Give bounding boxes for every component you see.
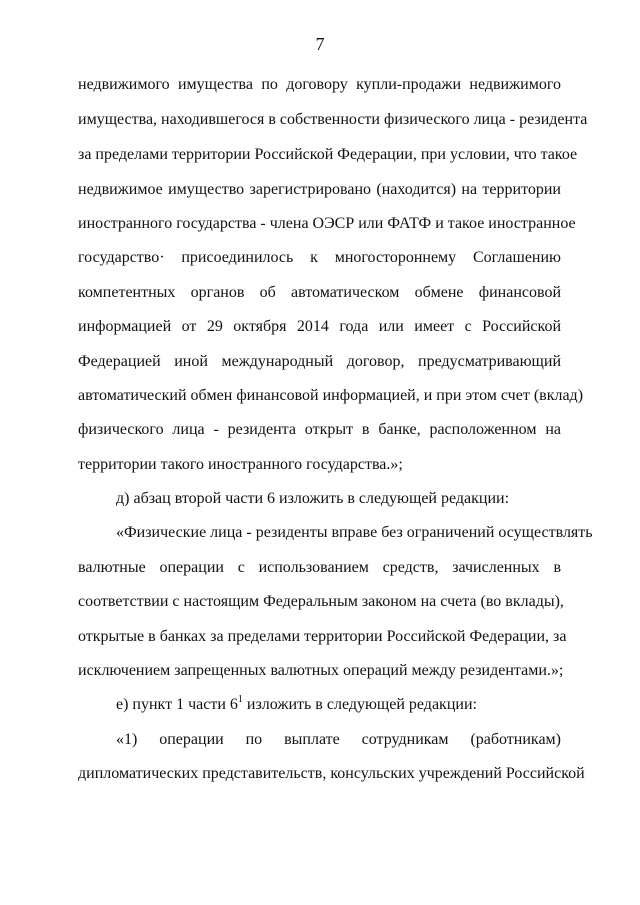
text-line: за пределами территории Российской Федерации, при условии, что такое: [78, 146, 578, 163]
paragraph-e-text: е) пункт 1 части 6: [116, 696, 238, 713]
superscript: 1: [237, 694, 243, 705]
text-line: Федерацией иной международный договор, предусматривающий: [78, 353, 561, 370]
text-line-paragraph-d: д) абзац второй части 6 изложить в следующей редакции:: [116, 490, 510, 507]
text-line: информацией от 29 октября 2014 года или имеет с Российской: [78, 318, 561, 335]
text-line: валютные операции с использованием средств, зачисленных в: [78, 559, 561, 576]
text-line: иностранного государства - члена ОЭСР или ФАТФ и такое иностранное: [78, 215, 576, 232]
text-line-quote-start: «Физические лица - резиденты вправе без ограничений осуществлять: [116, 524, 593, 541]
text-line: открытые в банках за пределами территории Российской Федерации, за: [78, 628, 567, 645]
text-line: территории такого иностранного государства.»;: [78, 456, 403, 473]
page-number: 7: [315, 34, 325, 54]
text-line: дипломатических представительств, консульских учреждений Российской: [78, 765, 585, 782]
text-line: недвижимое имущество зарегистрировано (находится) на территории: [78, 181, 561, 198]
text-line: автоматический обмен финансовой информацией, и при этом счет (вклад): [78, 387, 584, 404]
text-line-paragraph-e: [116, 695, 561, 715]
text-line: исключением запрещенных валютных операций между резидентами.»;: [78, 662, 564, 679]
text-line: государство· присоединилось к многостороннему Соглашению: [78, 249, 561, 266]
text-line: соответствии с настоящим Федеральным законом на счета (во вклады),: [78, 593, 564, 610]
text-line: компетентных органов об автоматическом обмене финансовой: [78, 284, 561, 301]
text-line: недвижимого имущества по договору купли-продажи недвижимого: [78, 76, 561, 93]
paragraph-e-tail: изложить в следующей редакции:: [242, 696, 477, 713]
text-line: физического лица - резидента открыт в банке, расположенном на: [78, 421, 561, 438]
text-line: имущества, находившегося в собственности физического лица - резидента: [78, 111, 588, 128]
text-line-item-1: «1) операции по выплате сотрудникам (работникам): [116, 731, 561, 748]
